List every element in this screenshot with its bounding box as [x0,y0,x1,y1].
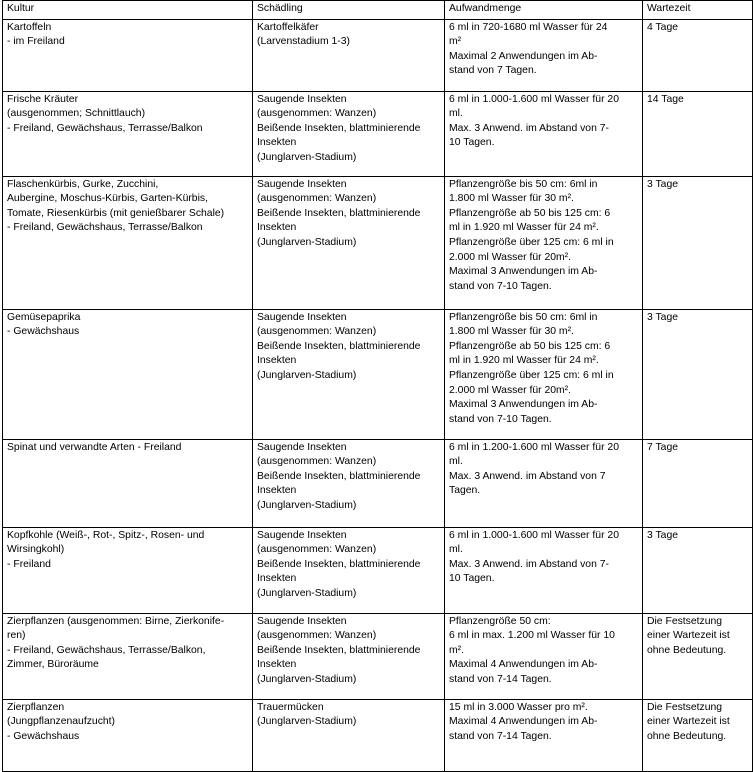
aufwandmenge-cell [445,91,643,176]
cell-line: Wirsingkohl) [7,544,65,556]
wartezeit-cell [643,19,753,91]
cell-line: ohne Bedeutung. [647,644,727,656]
cell-line: 3 Tage [647,311,679,323]
cell-line: 6 ml in 1.200-1.600 ml Wasser für 20 [449,441,619,453]
cell-line: 2.000 ml Wasser für 20m². [449,251,572,263]
cell-line: Saugende Insekten [257,311,347,323]
cell-line: Max. 3 Anwend. im Abstand von 7- [449,558,609,570]
schaedling-cell [253,613,445,699]
cell-line: Maximal 4 Anwendungen im Ab- [449,659,598,671]
cell-line: m² [449,36,462,48]
cell-line: Saugende Insekten [257,529,347,541]
cell-line: Beißende Insekten, blattminierende [257,207,421,219]
cell-line: Spinat und verwandte Arten - Freiland [7,441,182,453]
cell-line: (ausgenommen; Schnittlauch) [7,108,146,120]
kultur-cell [3,91,253,176]
cell-line: (Junglarven-Stadium) [257,587,357,599]
cell-line: Pflanzengröße bis 50 cm: 6ml in [449,311,598,323]
cell-line: 3 Tage [647,178,679,190]
schaedling-cell [253,439,445,527]
cell-line: Pflanzengröße bis 50 cm: 6ml in [449,178,598,190]
cell-line: ren) [7,630,26,642]
cell-line: Kartoffelkäfer [257,21,319,33]
plant-protection-table [2,0,753,772]
cell-line: Saugende Insekten [257,441,347,453]
cell-line: ml. [449,456,463,468]
kultur-cell [3,439,253,527]
cell-line: 10 Tagen. [449,573,495,585]
cell-line: Maximal 3 Anwendungen im Ab- [449,266,598,278]
kultur-cell [3,527,253,613]
aufwandmenge-cell [445,527,643,613]
aufwandmenge-cell [445,439,643,527]
cell-line: ml in 1.920 ml Wasser für 24 m². [449,222,599,234]
cell-line: 6 ml in max. 1.200 ml Wasser für 10 [449,630,615,642]
cell-line: (Junglarven-Stadium) [257,151,357,163]
wartezeit-cell [643,613,753,699]
cell-line: Zierpflanzen (ausgenommen: Birne, Zierkonife- [7,615,225,627]
cell-line: Tagen. [449,485,481,497]
cell-line: - Freiland [7,558,51,570]
cell-line: 14 Tage [647,93,684,105]
cell-line: Gemüsepaprika [7,311,81,323]
table-body [3,1,753,772]
cell-line: (ausgenommen: Wanzen) [257,456,377,468]
schaedling-cell [253,699,445,771]
cell-line: ml in 1.920 ml Wasser für 24 m². [449,355,599,367]
schaedling-cell [253,19,445,91]
cell-line: Insekten [257,137,297,149]
schaedling-cell [253,527,445,613]
table-row [3,699,753,771]
table-row [3,19,753,91]
table-row [3,309,753,439]
cell-line: (ausgenommen: Wanzen) [257,193,377,205]
schaedling-cell [253,176,445,309]
header-schaedling: Schädling [253,1,445,20]
table-row [3,91,753,176]
cell-line: Max. 3 Anwend. im Abstand von 7 [449,470,606,482]
cell-line: 1.800 ml Wasser für 30 m². [449,193,574,205]
cell-line: Die Festsetzung [647,701,723,713]
header-wartezeit: Wartezeit [643,1,753,20]
cell-line: Maximal 2 Anwendungen im Ab- [449,50,598,62]
cell-line: Beißende Insekten, blattminierende [257,644,421,656]
kultur-cell [3,699,253,771]
cell-line: einer Wartezeit ist [647,716,730,728]
wartezeit-cell [643,439,753,527]
cell-line: ml. [449,108,463,120]
cell-line: Maximal 4 Anwendungen im Ab- [449,716,598,728]
cell-line: Insekten [257,485,297,497]
cell-line: 7 Tage [647,441,679,453]
cell-line: Insekten [257,222,297,234]
cell-line: 6 ml in 1.000-1.600 ml Wasser für 20 [449,529,619,541]
cell-line: Pflanzengröße über 125 cm: 6 ml in [449,369,614,381]
cell-line: - Gewächshaus [7,730,80,742]
cell-line: stand von 7-14 Tagen. [449,673,552,685]
cell-line: Flaschenkürbis, Gurke, Zucchini, [7,178,159,190]
cell-line: Saugende Insekten [257,615,347,627]
cell-line: ml. [449,544,463,556]
table-row [3,613,753,699]
cell-line: m². [449,644,465,656]
aufwandmenge-cell [445,699,643,771]
cell-line: Insekten [257,573,297,585]
cell-line: einer Wartezeit ist [647,630,730,642]
cell-line: stand von 7 Tagen. [449,65,537,77]
aufwandmenge-cell [445,309,643,439]
schaedling-cell [253,91,445,176]
aufwandmenge-cell [445,613,643,699]
schaedling-cell [253,309,445,439]
wartezeit-cell [643,527,753,613]
cell-line: Kopfkohle (Weiß-, Rot-, Spitz-, Rosen- und [7,529,205,541]
cell-line: (Junglarven-Stadium) [257,673,357,685]
cell-line: Kartoffeln [7,21,52,33]
cell-line: Zimmer, Büroräume [7,659,99,671]
wartezeit-cell [643,176,753,309]
cell-line: - Freiland, Gewächshaus, Terrasse/Balkon [7,222,203,234]
kultur-cell [3,613,253,699]
cell-line: (ausgenommen: Wanzen) [257,630,377,642]
cell-line: Beißende Insekten, blattminierende [257,558,421,570]
cell-line: - Freiland, Gewächshaus, Terrasse/Balkon [7,122,203,134]
cell-line: (ausgenommen: Wanzen) [257,108,377,120]
cell-line: Beißende Insekten, blattminierende [257,340,421,352]
table-header-row [3,1,753,20]
cell-line: 2.000 ml Wasser für 20m². [449,384,572,396]
cell-line: (ausgenommen: Wanzen) [257,544,377,556]
cell-line: 6 ml in 1.000-1.600 ml Wasser für 20 [449,93,619,105]
wartezeit-cell [643,699,753,771]
cell-line: Zierpflanzen [7,701,65,713]
aufwandmenge-cell [445,19,643,91]
header-kultur: Kultur [3,1,253,20]
cell-line: Maximal 3 Anwendungen im Ab- [449,399,598,411]
cell-line: Saugende Insekten [257,93,347,105]
wartezeit-cell [643,91,753,176]
cell-line: Pflanzengröße ab 50 bis 125 cm: 6 [449,340,611,352]
cell-line: (Junglarven-Stadium) [257,236,357,248]
cell-line: - Freiland, Gewächshaus, Terrasse/Balkon, [7,644,206,656]
cell-line: (Junglarven-Stadium) [257,369,357,381]
cell-line: Saugende Insekten [257,178,347,190]
cell-line: (ausgenommen: Wanzen) [257,326,377,338]
kultur-cell [3,19,253,91]
cell-line: 10 Tagen. [449,137,495,149]
kultur-cell [3,309,253,439]
cell-line: Tomate, Riesenkürbis (mit genießbarer Schale) [7,207,225,219]
cell-line: (Junglarven-Stadium) [257,716,357,728]
cell-line: 15 ml in 3.000 Wasser pro m². [449,701,588,713]
table-row [3,439,753,527]
cell-line: Beißende Insekten, blattminierende [257,122,421,134]
table-row [3,176,753,309]
cell-line: Pflanzengröße über 125 cm: 6 ml in [449,236,614,248]
cell-line: (Jungpflanzenaufzucht) [7,716,116,728]
cell-line: stand von 7-10 Tagen. [449,280,552,292]
cell-line: (Junglarven-Stadium) [257,499,357,511]
cell-line: 3 Tage [647,529,679,541]
cell-line: 4 Tage [647,21,679,33]
cell-line: Pflanzengröße 50 cm: [449,615,551,627]
cell-line: - im Freiland [7,36,65,48]
cell-line: Insekten [257,355,297,367]
cell-line: Max. 3 Anwend. im Abstand von 7- [449,122,609,134]
cell-line: Aubergine, Moschus-Kürbis, Garten-Kürbis, [7,193,208,205]
cell-line: - Gewächshaus [7,326,80,338]
table-row [3,527,753,613]
cell-line: Frische Kräuter [7,93,79,105]
cell-line: Pflanzengröße ab 50 bis 125 cm: 6 [449,207,611,219]
cell-line: 6 ml in 720-1680 ml Wasser für 24 [449,21,608,33]
cell-line: stand von 7-14 Tagen. [449,730,552,742]
cell-line: Trauermücken [257,701,324,713]
cell-line: Insekten [257,659,297,671]
cell-line: 1.800 ml Wasser für 30 m². [449,326,574,338]
header-aufwandmenge: Aufwandmenge [445,1,643,20]
wartezeit-cell [643,309,753,439]
kultur-cell [3,176,253,309]
cell-line: ohne Bedeutung. [647,730,727,742]
aufwandmenge-cell [445,176,643,309]
cell-line: stand von 7-10 Tagen. [449,413,552,425]
cell-line: Die Festsetzung [647,615,723,627]
cell-line: (Larvenstadium 1-3) [257,36,350,48]
cell-line: Beißende Insekten, blattminierende [257,470,421,482]
